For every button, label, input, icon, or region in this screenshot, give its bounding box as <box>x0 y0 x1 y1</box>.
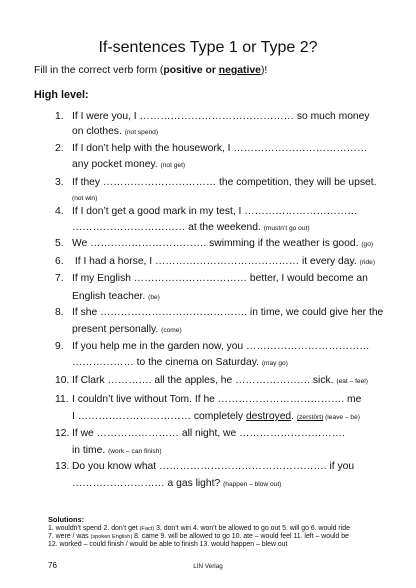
exercise-item-10: 10. If Clark …………. all the apples, he …………………. sick. (eat – feel) <box>55 375 368 386</box>
exercise-item-9-cont: ……………… to the cinema on Saturday. (may go) <box>72 357 288 368</box>
exercise-item-6: 6. If I had a horse, I …………………………………… it every day. (ride) <box>55 256 376 267</box>
exercise-item-8: 8. If she ……………………………………. in time, we could give her the <box>55 307 384 318</box>
worksheet-title: If-sentences Type 1 or Type 2? <box>98 39 318 56</box>
exercise-item-1: 1. If I were you, I ……………………………………… so much money <box>55 111 370 122</box>
instruction: Fill in the correct verb form (positive or negative)! <box>34 65 268 76</box>
solutions-line-3: 12. worked – could finish / would be able to finish 13. would happen – blew out <box>48 541 288 548</box>
exercise-item-3: 3. If they …………………………… the competition, they will be upset. <box>55 177 377 188</box>
exercise-item-13: 13. Do you know what …………………………………………. if you <box>55 461 355 472</box>
publisher: LIN Verlag <box>193 563 223 570</box>
exercise-item-11: 11. I couldn’t live without Tom. If he ………………………………. me <box>55 394 362 405</box>
exercise-item-11-cont: I …………………………… completely destroyed. (zerstört) (leave – be) <box>72 411 360 422</box>
exercise-item-7-cont: English teacher. (be) <box>72 291 160 302</box>
exercise-item-8-cont: present personally. (come) <box>72 324 182 335</box>
exercise-item-4-cont: …………………………… at the weekend. (mustn’t go out) <box>72 222 310 233</box>
exercise-item-4: 4. If I don’t get a good mark in my test, I …………………………… <box>55 206 358 217</box>
exercise-item-13-cont: ……………………… a gas light? (happen – blow out) <box>72 478 282 489</box>
exercise-item-7: 7. If my English …………………………… better, I would become an <box>55 273 368 284</box>
solutions-line-2: 7. were / was (spoken English) 8. came 9. will be allowed to go 10. ate – would feel 11. left – would be <box>48 533 349 540</box>
exercise-item-2: 2. If I don’t help with the housework, I ………………………………… <box>55 143 368 154</box>
page-number: 76 <box>48 561 57 570</box>
exercise-item-12-cont: in time. (work – can finish) <box>72 445 162 456</box>
exercise-item-1-cont: on clothes. (not spend) <box>72 126 159 137</box>
exercise-item-9: 9. If you help me in the garden now, you ……………………………… <box>55 341 370 352</box>
exercise-item-5: 5. We ……………………………. swimming if the weather is good. (go) <box>55 238 374 249</box>
solutions-line-1: 1. wouldn’t spend 2. don’t get (Fact) 3. don’t win 4. won’t be allowed to go out 5. will go 6. would ride <box>48 525 350 532</box>
solutions-title: Solutions: <box>48 515 85 524</box>
level-heading: High level: <box>34 89 89 101</box>
exercise-item-12: 12. If we …………………… all night, we …………………………. <box>55 428 345 439</box>
exercise-item-2-cont: any pocket money. (not get) <box>72 159 186 170</box>
exercise-item-3-cont: (not win) <box>72 195 98 202</box>
